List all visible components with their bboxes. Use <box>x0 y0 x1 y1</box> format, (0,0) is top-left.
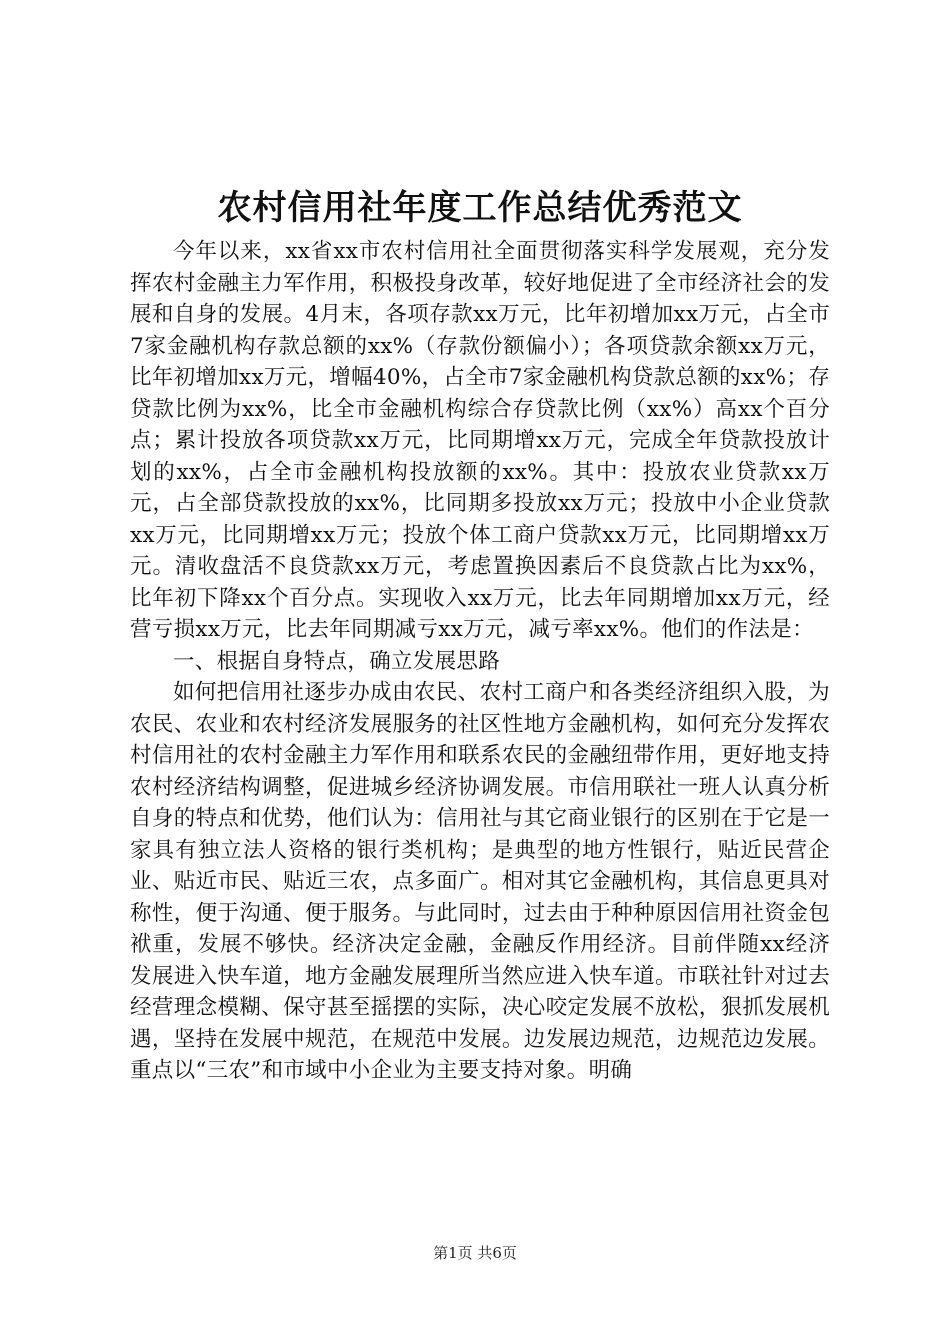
paragraph-intro: 今年以来，xx省xx市农村信用社全面贯彻落实科学发展观，充分发挥农村金融主力军作用，积极投身改革，较好地促进了全市经济社会的发展和自身的发展。4月末，各项存款xx万元，比年初增加xx万元，占全市7家金融机构存款总额的xx%（存款份额偏小）；各项贷款余额xx万元，比年初增加xx万元，增幅40%，占全市7家金融机构贷款总额的xx%；存贷款比例为xx%，比全市金融机构综合存贷款比例（xx%）高xx个百分点；累计投放各项贷款xx万元，比同期增xx万元，完成全年贷款投放计划的xx%，占全市金融机构投放额的xx%。其中：投放农业贷款xx万元，占全部贷款投放的xx%，比同期多投放xx万元；投放中小企业贷款xx万元，比同期增xx万元；投放个体工商户贷款xx万元，比同期增xx万元。清收盘活不良贷款xx万元，考虑置换因素后不良贷款占比为xx%，比年初下降xx个百分点。实现收入xx万元，比去年同期增加xx万元，经营亏损xx万元，比去年同期减亏xx万元，减亏率xx%。他们的作法是： <box>130 239 830 642</box>
section-heading-1: 一、根据自身特点，确立发展思路 <box>173 648 501 674</box>
document-page <box>130 0 830 1344</box>
page-footer: 第1页 共6页 <box>433 1244 517 1262</box>
document-body <box>130 236 830 1087</box>
document-title: 农村信用社年度工作总结优秀范文 <box>217 188 743 228</box>
paragraph-section-1: 如何把信用社逐步办成由农民、农村工商户和各类经济组织入股，为农民、农业和农村经济发展服务的社区性地方金融机构，如何充分发挥农村信用社的农村金融主力军作用和联系农民的金融纽带作用，更好地支持农村经济结构调整，促进城乡经济协调发展。市信用联社一班人认真分析自身的特点和优势，他们认为：信用社与其它商业银行的区别在于它是一家具有独立法人资格的银行类机构；是典型的地方性银行，贴近民营企业、贴近市民、贴近三农，点多面广。相对其它金融机构，其信息更具对称性，便于沟通、便于服务。与此同时，过去由于种种原因信用社资金包袱重，发展不够快。经济决定金融，金融反作用经济。目前伴随xx经济发展进入快车道，地方金融发展理所当然应进入快车道。市联社针对过去经营理念模糊、保守甚至摇摆的实际，决心咬定发展不放松，狠抓发展机遇，坚持在发展中规范，在规范中发展。边发展边规范，边规范边发展。重点以“三农”和市域中小企业为主要支持对象。明确 <box>130 680 830 1083</box>
